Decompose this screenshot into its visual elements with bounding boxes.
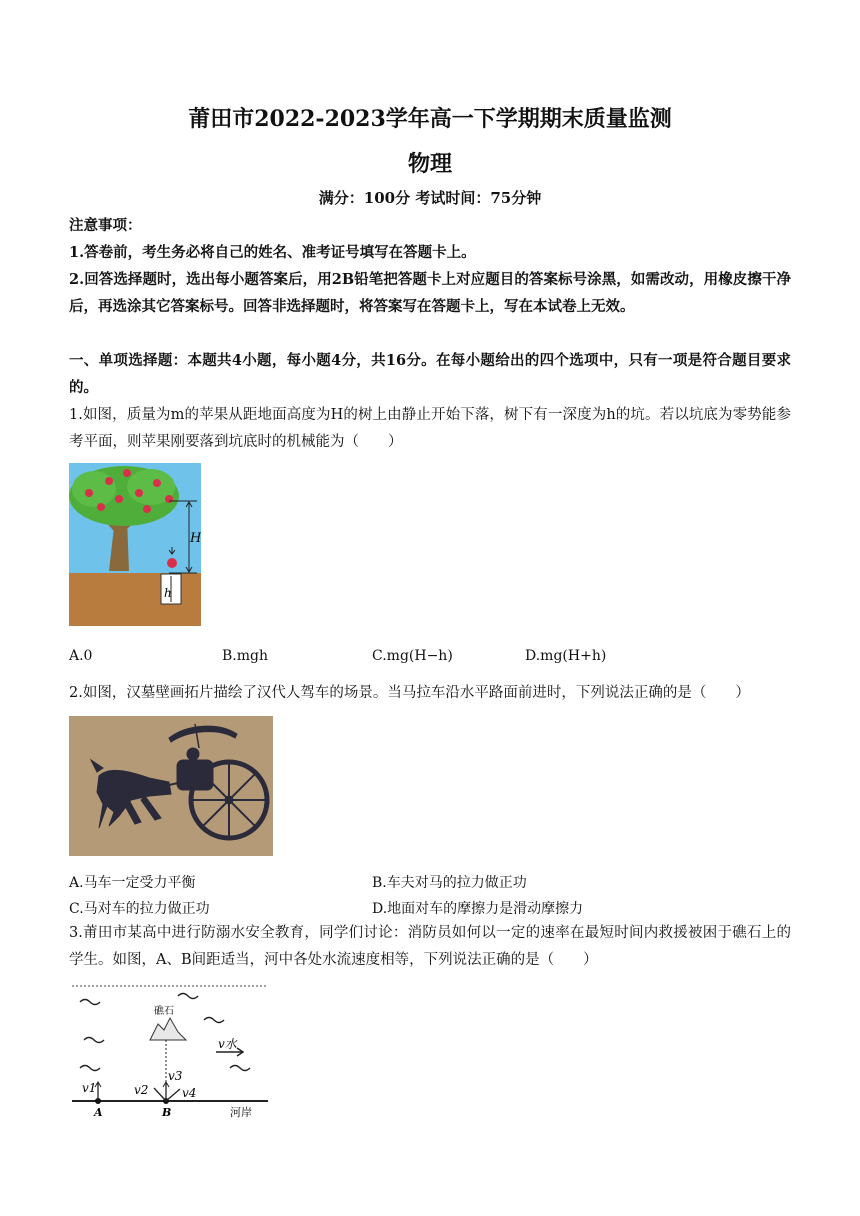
label-bank: 河岸 [230, 1106, 252, 1119]
q2-option-d: D.地面对车的摩擦力是滑动摩擦力 [372, 901, 584, 917]
label-rock: 礁石 [154, 1006, 174, 1017]
q2-option-c: C.马对车的拉力做正功 [69, 901, 210, 917]
apple-tree-figure [69, 463, 201, 626]
river-rescue-figure [72, 980, 272, 1120]
label-h: h [164, 586, 172, 600]
q2-option-a: A.马车一定受力平衡 [69, 875, 196, 891]
label-b: B [162, 1106, 172, 1119]
label-v2: v2 [134, 1083, 149, 1097]
q1-option-b: B.mgh [222, 648, 268, 664]
question-2-text: 2.如图，汉墓壁画拓片描绘了汉代人驾车的场景。当马拉车沿水平路面前进时，下列说法正确的是（ ） [69, 685, 750, 701]
section1-heading: 一、单项选择题：本题共4小题，每小题4分，共16分。在每小题给出的四个选项中，只有一项是符合题目要求的。 [69, 352, 791, 396]
notes-heading: 注意事项： [69, 217, 142, 234]
q1-option-a: A.0 [69, 648, 93, 664]
q2-option-b: B.车夫对马的拉力做正功 [372, 875, 527, 891]
han-chariot-mural [69, 716, 273, 856]
chariot-wheel [191, 762, 267, 838]
label-H: H [190, 531, 201, 546]
label-a: A [94, 1106, 103, 1119]
label-v3: v3 [168, 1069, 183, 1083]
label-v1: v1 [82, 1081, 97, 1095]
note-item-1: 1.答卷前，考生务必将自己的姓名、准考证号填写在答题卡上。 [69, 244, 476, 261]
question-1-text: 1.如图，质量为m的苹果从距地面高度为H的树上由静止开始下落，树下有一深度为h的坑。若以坑底为零势能参考平面，则苹果刚要落到坑底时的机械能为（ ） [69, 407, 791, 450]
falling-apple [167, 558, 177, 568]
exam-info: 满分：100分 考试时间：75分钟 [318, 189, 542, 207]
q1-option-d: D.mg(H+h) [525, 648, 607, 664]
subject-title: 物理 [407, 151, 452, 177]
q1-option-c: C.mg(H−h) [372, 648, 453, 664]
page-title: 莆田市2022-2023学年高一下学期期末质量监测 [188, 106, 672, 132]
rock-icon [150, 1018, 186, 1040]
label-v4: v4 [182, 1086, 197, 1100]
label-v-water: v水 [218, 1037, 237, 1051]
note-item-2: 2.回答选择题时，选出每小题答案后，用2B铅笔把答题卡上对应题目的答案标号涂黑，如需改动，用橡皮擦干净后，再选涂其它答案标号。回答非选择题时，将答案写在答题卡上，写在本试卷上无效。 [69, 271, 791, 315]
question-3-text: 3.莆田市某高中进行防溺水安全教育，同学们讨论：消防员如何以一定的速率在最短时间内救援被困于礁石上的学生。如图，A、B间距适当，河中各处水流速度相等，下列说法正确的是（ ） [69, 925, 791, 968]
